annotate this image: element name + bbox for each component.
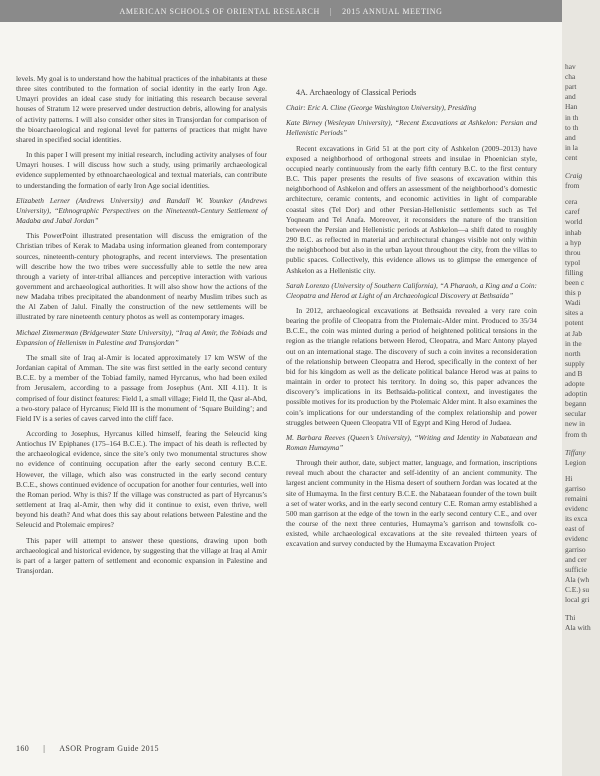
page-footer xyxy=(16,744,159,753)
abstract-body: Through their author, date, subject matter, language, and formation, inscriptions reveal much about the character and self-identity of an ancient community. The largest ancient community in the Hisma desert of southern Jordan was located at the site of Humayma. In the first century B.C.E. the Nabataean founder of the town built a set of water works, and in the early second century C.E. Roman army established a 500 man garrison at the edge of the town in the early second century C.E., and over the course of the next three centuries, Humayma’s garrison and townsfolk co-existed, while archaeological excavations at the site revealed thirteen years of excavation and survey conducted by the Humayma Excavation Project xyxy=(286,458,537,549)
next-page-fragment: sites a xyxy=(565,308,584,318)
next-page-fragment: potent xyxy=(565,318,584,328)
next-page-fragment: Craig xyxy=(565,171,583,180)
next-page-fragment: world xyxy=(565,217,583,227)
next-page-fragment: supply xyxy=(565,358,585,368)
next-page-fragment: evidenc xyxy=(565,504,588,514)
next-page-fragment: Thi xyxy=(565,613,576,623)
abstract-body: According to Josephus, Hyrcanus killed himself, fearing the Seleucid king Antiochus IV Epiphanes (175–164 B.C.E.). The impact of his death is reflected by the archaeological evidence, since the site’s only two monumental structures show no evidence of continuing occupation after the early second century B.C.E. However, the village, which also was constructed in the early second century B.C.E., shows continued evidence of occupation for another four centuries, well into the Roman period. Why is this? If the village was constructed as part of Hyrcanus’s settlement at Iraq al-Amir, then why did it continue to exist, even thrive, well beyond his death? And what does this say about relations between Palestine and the Seleucid and Ptolemaic empires? xyxy=(16,429,267,530)
abstract-authors: Kate Birney (Wesleyan University), “Recent Excavations at Ashkelon: Persian and Hellenistic Periods” xyxy=(286,118,537,138)
next-page-fragment: garriso xyxy=(565,544,586,554)
next-page-edge xyxy=(562,0,600,776)
next-page-fragment: to th xyxy=(565,122,579,132)
header-left: AMERICAN SCHOOLS OF ORIENTAL RESEARCH xyxy=(119,6,320,16)
next-page-fragment: Tiffany xyxy=(565,447,586,457)
next-page-fragment: adoptin xyxy=(565,389,588,399)
next-page-fragment: from xyxy=(565,181,580,191)
abstract-authors: Elizabeth Lerner (Andrews University) and Randall W. Younker (Andrews University), “Ethnographic Perspectives on the Nineteenth-Century Settlement of Madaba and Jabal Jordan” xyxy=(16,195,267,226)
page-number: 160 xyxy=(16,744,30,753)
next-page-fragment: its exca xyxy=(565,514,588,524)
right-column xyxy=(286,88,537,555)
next-page-fragment: a hyp xyxy=(565,237,582,247)
abstract-heading xyxy=(286,118,537,138)
next-page-fragment: from th xyxy=(565,429,587,439)
next-page-fragment: Han xyxy=(565,102,578,112)
next-page-fragment: north xyxy=(565,348,581,358)
next-page-fragment: Hi xyxy=(565,473,573,483)
next-page-fragment: evidenc xyxy=(565,534,588,544)
next-page-fragment: and xyxy=(565,132,576,142)
next-page-fragment: remaini xyxy=(565,494,588,503)
next-page-fragment: adopte xyxy=(565,379,585,388)
next-page-fragment: local gri xyxy=(565,595,590,604)
next-page-fragment: Ala (wh xyxy=(565,574,590,584)
next-page-fragment: Legion xyxy=(565,457,586,467)
next-page-fragment: in la xyxy=(565,142,578,152)
next-page-fragment: and cer xyxy=(565,554,587,564)
next-page-fragment: east of xyxy=(565,524,585,534)
abstract-body: Recent excavations in Grid 51 at the port city of Ashkelon (2009–2013) have exposed a neighborhood of orthogonal streets and insulae in Phoenician style, occupied nearly continuously from the early fifth century B.C. to the first century B.C. This paper presents the results of five seasons of excavation within this neighborhood of Ashkelon and offers an assessment of the neighborhood’s domestic architecture, ceramic contents, and economic activities in light of comparable coastal sites (Tel Dor) and other Persian-Hellenistic settlements such as Tel Yoqneam and Tel Anafa. Moreover, it reconsiders the nature of the transition between the Persian and Hellenistic periods at Ashkelon—a shift dated to roughly 290 B.C. as reflected in material and architectural changes visible not only within the neighborhood but also in the urban layout throughout the city, from the villas to public spaces. Collectively, this evidence allows us to glimpse the emergence of Ashkelon as a Hellenistic city. xyxy=(286,143,537,275)
header-right: 2015 ANNUAL MEETING xyxy=(342,6,443,16)
abstract-body: The small site of Iraq al-Amir is located approximately 17 km WSW of the Jordanian capital of Amman. The site was first settled in the early second century B.C.E. by a member of the Tobiad family, named Hyrcanus, who had been exiled from Jerusalem, according to a passage from Josephus (Ant. XII 4.11). It is comprised of four distinct features: Field I, a small village; Field II, the Qasr al-Abd, a two-story palace of Hyrcanus; Field III is the monument of ‘Square Building’; and Field IV is a series of caves carved into the cliff face. xyxy=(16,352,267,423)
next-page-fragment: new in xyxy=(565,419,585,429)
next-page-fragment: cera xyxy=(565,197,578,207)
next-page-fragment: caref xyxy=(565,207,580,217)
next-page-fragment: part xyxy=(565,82,577,92)
next-page-fragment: filling xyxy=(565,267,584,277)
intro-paragraph: levels. My goal is to understand how the habitual practices of the inhabitants at these three sites contributed to the formation of social identity in the early Iron Age. Umayri provides an ideal case study for initiating this research because several houses of Stratum 12 were preserved under destruction debris, allowing for analysis of activity patterns. I will also consider other sites in Transjordan for comparison of the bioarchaeological and regional level for patterns of practices that might have shared in specified social identities. xyxy=(16,74,268,144)
next-page-fragment: in th xyxy=(565,112,579,122)
left-column xyxy=(16,74,267,581)
next-page-fragment: hav xyxy=(565,62,576,71)
abstract-heading xyxy=(286,433,537,453)
next-page-fragment: secular xyxy=(565,409,586,419)
abstract-authors: Michael Zimmerman (Bridgewater State University), “Iraq al Amir, the Tobiads and Expansion of Hellenism in Palestine and Transjordan” xyxy=(16,327,267,347)
next-page-fragment: and xyxy=(565,92,576,102)
next-page-fragment: begann xyxy=(565,399,587,409)
footer-program: ASOR Program Guide 2015 xyxy=(59,744,159,753)
abstract-body: In 2012, archaeological excavations at Bethsaida revealed a very rare coin bearing the profile of Cleopatra from the Ptolemaic-Alder mint. Produced to 35/34 B.C.E., the coin was minted during a period of heightened political tensions in the region as the triangle relations between Herod, Cleopatra, and Marc Antony played out on an international stage. The discovery of such a coin invites a reconsideration of the relationship between Cleopatra and Herod, specifically in the context of her bid for his kingdom as well as the delicate political balance Herod was at pains to maintain in order to protect his territory. In doing so, this paper advances the discovery’s implications in its Bethsaida-political context, and investigates the possible motives for its production by the Ptolemaic Alder mint. It also examines the coin’s implications for our understanding of the complex relationship and power struggles between Queen Cleopatra VII of Egypt and King Herod of Judaea. xyxy=(286,305,537,427)
abstract-heading xyxy=(16,196,267,226)
next-page-fragment: and B xyxy=(565,368,583,378)
running-header xyxy=(0,0,562,22)
footer-separator: | xyxy=(43,744,46,753)
next-page-fragment: typol xyxy=(565,257,581,267)
abstract-body: This paper will attempt to answer these questions, drawing upon both archaeological and historical evidence, by suggesting that the village at Iraq al Amir is part of a larger pattern of settlement and economic expansion in Palestine and Transjordan. xyxy=(16,535,267,576)
next-page-fragment: been c xyxy=(565,278,585,287)
abstract-body: This PowerPoint illustrated presentation will discuss the emigration of the Christian tribes of Kerak to Madaba using information gleaned from contemporary sources, nineteenth-century photographs, and recent interviews. The presentation will describe how the two tribes were successfully able to settle the new area through a variety of inter-tribal alliances and perceptive interaction with various government and archaeological authorities. It will also show how the actions of the new Madaba tribes precipitated the abandonment of nearby Muslim tribes such as the Al Zaben of Jalul. Finally the construction of the new settlements will be illustrated by rare nineteenth century photos as well as contemporary images. xyxy=(16,231,267,322)
next-page-fragment: Wadi xyxy=(565,298,581,308)
session-chair: Chair: Eric A. Cline (George Washington University), Presiding xyxy=(286,103,477,113)
abstract-heading xyxy=(286,281,537,301)
section-title: 4A. Archaeology of Classical Periods xyxy=(296,88,417,97)
intro-paragraph: In this paper I will present my initial research, including activity analyses of four Umayri houses. I will discuss how such a study, using primarily archaeological evidence supplemented by ethnoarchaeological and textual materials, can contribute to understanding the formation of early Iron Age social identities. xyxy=(16,150,267,190)
next-page-fragment: this p xyxy=(565,288,582,298)
next-page-fragment: sufficie xyxy=(565,564,588,574)
next-page-fragment: at Jab xyxy=(565,328,583,338)
next-page-fragment: in the xyxy=(565,338,582,348)
next-page-fragment: Ala with xyxy=(565,623,591,633)
abstract-authors: M. Barbara Reeves (Queen’s University), “Writing and Identity in Nabataean and Roman Humayma” xyxy=(286,432,537,452)
next-page-fragment: inhab xyxy=(565,227,582,237)
header-separator: | xyxy=(329,6,333,16)
next-page-fragment: cent xyxy=(565,152,578,162)
next-page-fragment: C.E.) su xyxy=(565,584,590,594)
abstract-heading xyxy=(16,328,267,348)
next-page-fragment: garriso xyxy=(565,483,586,493)
next-page-fragment: cha xyxy=(565,72,576,82)
next-page-fragment: throu xyxy=(565,247,581,257)
abstract-authors: Sarah Lorenzo (University of Southern California), “A Pharaoh, a King and a Coin: Cleopatra and Herod at Light of an Archaeological Discovery at Bethsaida” xyxy=(286,280,537,300)
